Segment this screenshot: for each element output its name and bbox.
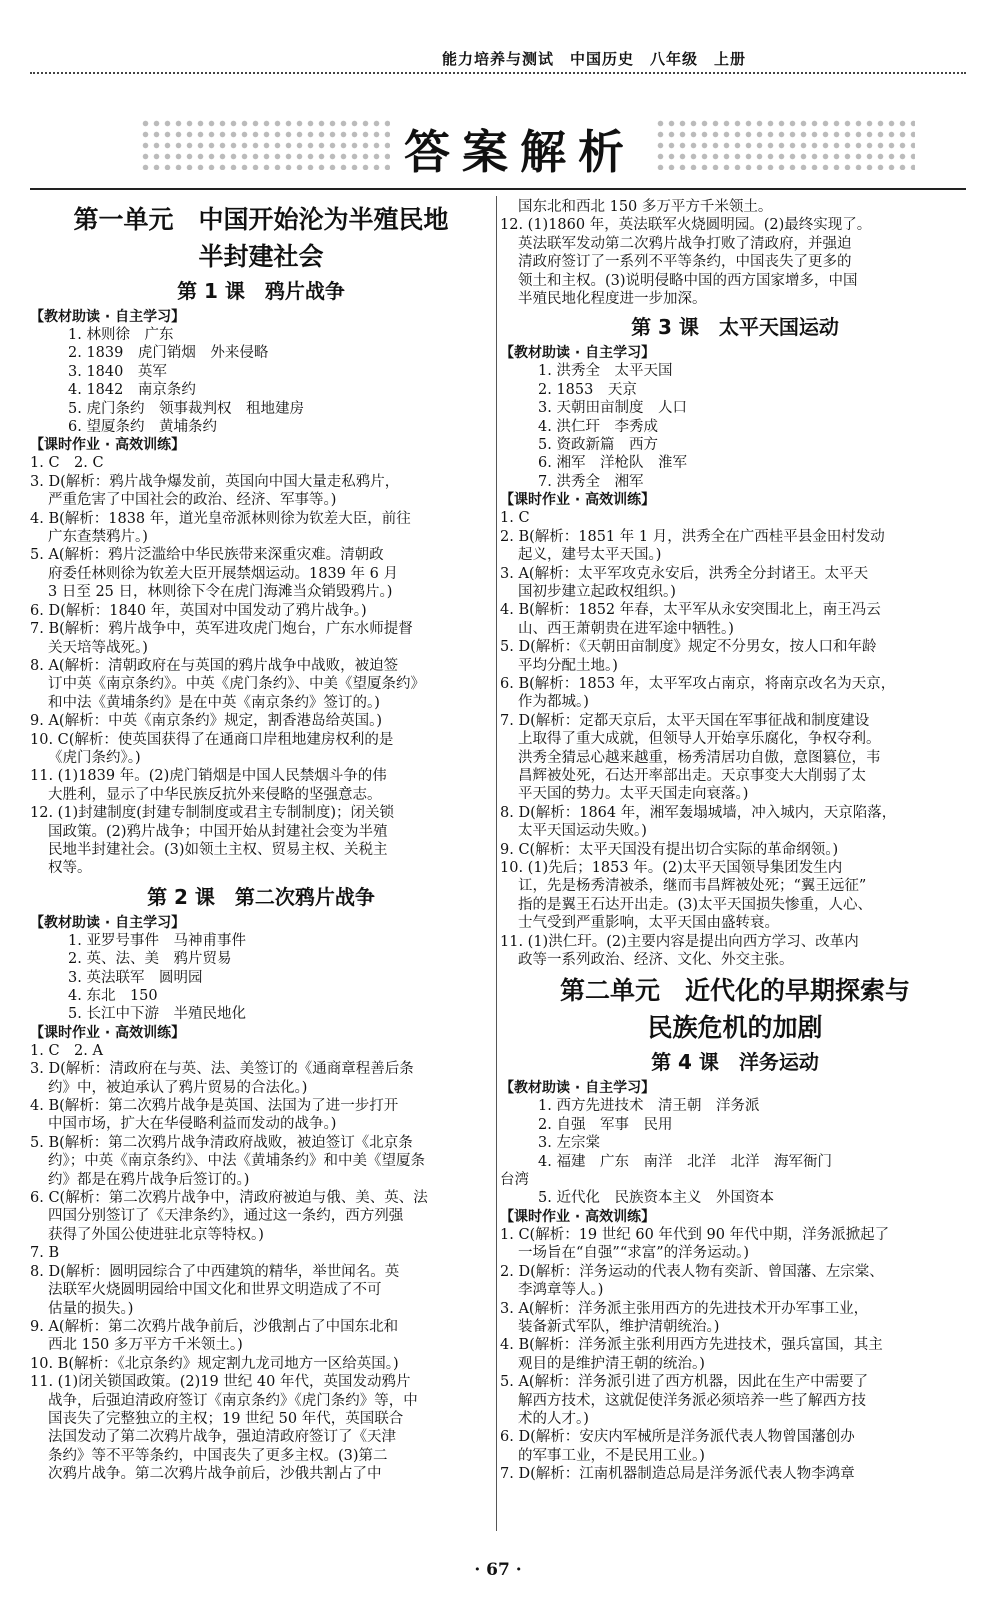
answer-line: 1. C (500, 510, 530, 527)
study-item: 3. 英法联军 圆明园 (68, 969, 203, 986)
answer-line: 2. B(解析：1851 年 1 月，洪秀全在广西桂平县金田村发动 (500, 528, 885, 545)
answer-continuation: 山、西王萧朝贵在进军途中牺牲。) (518, 620, 734, 637)
answer-continuation: 民地半封建社会。(3)如领土主权、贸易主权、关税主 (48, 841, 388, 858)
answer-line: 3. A(解析：太平军攻克永安后，洪秀全分封诸王。太平天 (500, 565, 869, 582)
answer-line: 7. B (30, 1245, 60, 1262)
answer-line: 7. B(解析：鸦片战争中，英军进攻虎门炮台，广东水师提督 (30, 621, 413, 638)
answer-continuation: 解西方技术，这就促使洋务派必须培养一些了解西方技 (518, 1392, 866, 1409)
answer-line: 2. D(解析：洋务运动的代表人物有奕訢、曾国藩、左宗棠、 (500, 1263, 884, 1280)
study-item: 5. 资政新篇 西方 (538, 437, 658, 454)
answer-continuation: 战争，后强迫清政府签订《南京条约》《虎门条约》等，中 (48, 1392, 418, 1409)
page-number: · 67 · (474, 1560, 522, 1580)
section-heading: 【课时作业 · 高效训练】 (500, 492, 656, 509)
running-header: 能力培养与测试 中国历史 八年级 上册 (30, 48, 966, 74)
answer-line: 3. D(解析：清政府在与英、法、美签订的《通商章程善后条 (30, 1061, 414, 1078)
answer-line: 10. (1)先后；1853 年。(2)太平天国领导集团发生内 (500, 860, 843, 876)
column-divider (496, 196, 497, 1531)
answer-line: 3. A(解析：洋务派主张用西方的先进技术开办军事工业， (500, 1300, 869, 1317)
answer-line: 4. B(解析：1852 年春，太平军从永安突围北上，南王冯云 (500, 602, 881, 619)
right-column (500, 198, 970, 1484)
answer-continuation: 一场旨在“自强”“求富”的洋务运动。) (518, 1245, 750, 1262)
study-item: 5. 近代化 民族资本主义 外国资本 (538, 1190, 774, 1207)
study-item: 1. 亚罗号事件 马神甫事件 (68, 932, 246, 949)
study-item: 5. 长江中下游 半殖民地化 (68, 1006, 246, 1023)
answer-line: 9. C(解析：太平天国没有提出切合实际的革命纲领。) (500, 841, 839, 858)
answer-line: 8. D(解析：圆明园综合了中西建筑的精华，举世闻名。英 (30, 1263, 400, 1280)
answer-line: 11. (1)1839 年。(2)虎门销烟是中国人民禁烟斗争的伟 (30, 768, 387, 785)
section-heading: 【课时作业 · 高效训练】 (500, 1208, 656, 1225)
study-item: 2. 1839 虎门销烟 外来侵略 (68, 345, 269, 362)
answer-continuation: 观目的是维护清王朝的统治。) (518, 1355, 705, 1372)
answer-continuation: 国东北和西北 150 多万平方千米领土。 (518, 199, 773, 215)
study-item: 4. 福建 广东 南洋 北洋 北洋 海军衙门 (538, 1153, 832, 1170)
answer-line: 3. D(解析：鸦片战争爆发前，英国向中国大量走私鸦片， (30, 473, 400, 490)
answer-line: 5. D(解析：《天朝田亩制度》规定不分男女，按人口和年龄 (500, 639, 877, 656)
answer-line: 台湾 (500, 1172, 529, 1189)
answer-continuation: 平均分配土地。) (518, 657, 618, 674)
study-item: 3. 1840 英军 (68, 363, 167, 380)
answer-line: 10. C(解析：使英国获得了在通商口岸租地建房权利的是 (30, 731, 394, 748)
answer-line: 1. C(解析：19 世纪 60 年代到 90 年代中期，洋务派掀起了 (500, 1226, 890, 1243)
answer-continuation: 法国发动了第二次鸦片战争，强迫清政府签订了《天津 (48, 1429, 396, 1446)
answer-line: 7. D(解析：定都天京后，太平天国在军事征战和制度建设 (500, 712, 870, 729)
answer-continuation: 李鸿章等人。) (518, 1282, 604, 1299)
answer-continuation: 半殖民地化程度进一步加深。 (518, 291, 707, 308)
answer-continuation: 《虎门条约》。) (48, 749, 141, 766)
answer-continuation: 广东查禁鸦片。) (48, 529, 148, 546)
section-heading: 【课时作业 · 高效训练】 (30, 437, 186, 454)
section-heading: 【教材助读 · 自主学习】 (500, 1080, 656, 1097)
answer-continuation: 起义，建号太平天国。) (518, 547, 662, 564)
answer-continuation: 的军事工业，不是民用工业。) (518, 1447, 705, 1464)
study-item: 4. 洪仁玕 李秀成 (538, 418, 658, 435)
answer-continuation: 西北 150 多万平方千米领土。) (48, 1337, 243, 1354)
answer-continuation: 权等。 (48, 860, 92, 877)
answer-continuation: 约》中，被迫承认了鸦片贸易的合法化。) (48, 1079, 308, 1096)
answer-continuation: 上取得了重大成就，但领导人开始享乐腐化，争权夺利。 (518, 731, 881, 748)
answer-line: 4. B(解析：第二次鸦片战争是英国、法国为了进一步打开 (30, 1098, 399, 1115)
left-column (30, 198, 492, 1484)
answer-line: 4. B(解析：洋务派主张利用西方先进技术，强兵富国，其主 (500, 1337, 883, 1354)
study-item: 1. 洪秀全 太平天国 (538, 363, 673, 380)
answer-continuation: 订中英《南京条约》。中英《虎门条约》、中美《望厦条约》 (48, 676, 425, 693)
unit-title: 民族危机的加剧 (647, 1013, 823, 1043)
decorative-dots-left (140, 118, 400, 170)
study-item: 1. 林则徐 广东 (68, 327, 174, 343)
answer-continuation: 术的人才。) (518, 1410, 589, 1427)
page-title: 答案解析 (390, 116, 650, 182)
answer-continuation: 指的是翼王石达开出走。(3)太平天国损失惨重，人心、 (518, 896, 873, 913)
title-band (30, 108, 966, 190)
study-item: 7. 洪秀全 湘军 (538, 473, 644, 490)
lesson-title: 第 3 课 太平天国运动 (631, 315, 839, 340)
answer-continuation: 中国市场，扩大在华侵略利益而发动的战争。) (48, 1116, 337, 1133)
answer-continuation: 法联军火烧圆明园给中国文化和世界文明造成了不可 (48, 1282, 382, 1299)
answer-line: 8. A(解析：清朝政府在与英国的鸦片战争中战败，被迫签 (30, 657, 399, 674)
unit-title: 半封建社会 (198, 242, 324, 271)
answer-continuation: 清政府签订了一系列不平等条约，中国丧失了更多的 (518, 254, 852, 271)
answer-line: 11. (1)闭关锁国政策。(2)19 世纪 40 年代，英国发动鸦片 (30, 1374, 411, 1391)
answer-continuation: 政等一系列政治、经济、文化、外交主张。 (518, 952, 794, 969)
study-item: 2. 1853 天京 (538, 381, 637, 398)
study-item: 1. 西方先进技术 清王朝 洋务派 (538, 1098, 760, 1115)
answer-line: 7. D(解析：江南机器制造总局是洋务派代表人物李鸿章 (500, 1466, 855, 1483)
answer-line: 6. B(解析：1853 年，太平军攻占南京，将南京改名为天京， (500, 675, 896, 692)
answer-line: 5. B(解析：第二次鸦片战争清政府战败，被迫签订《北京条 (30, 1134, 413, 1151)
study-item: 3. 天朝田亩制度 人口 (538, 400, 687, 417)
answer-line: 12. (1)1860 年，英法联军火烧圆明园。(2)最终实现了。 (500, 217, 872, 234)
study-item: 4. 1842 南京条约 (68, 382, 196, 399)
answer-continuation: 获得了外国公使进驻北京等特权。) (48, 1226, 264, 1243)
lesson-title: 第 1 课 鸦片战争 (177, 279, 345, 303)
study-item: 3. 左宗棠 (538, 1135, 600, 1152)
study-item: 5. 虎门条约 领事裁判权 租地建房 (68, 400, 304, 417)
answer-continuation: 府委任林则徐为钦差大臣开展禁烟运动。1839 年 6 月 (48, 565, 398, 582)
answer-line: 5. A(解析：鸦片泛滥给中华民族带来深重灾难。清朝政 (30, 547, 384, 564)
answer-continuation: 洪秀全猜忌心越来越重，杨秀清居功自傲，意图篡位，韦 (518, 749, 881, 766)
section-heading: 【课时作业 · 高效训练】 (30, 1024, 186, 1041)
answer-continuation: 国初步建立起政权组织。) (518, 583, 676, 600)
answer-continuation: 严重危害了中国社会的政治、经济、军事等。) (48, 492, 337, 509)
answer-line: 9. A(解析：第二次鸦片战争前后，沙俄割占了中国东北和 (30, 1318, 399, 1335)
answer-continuation: 平天国的势力。太平天国走向衰落。) (518, 786, 749, 803)
answer-continuation: 关天培等战死。) (48, 639, 148, 656)
answer-continuation: 士气受到严重影响，太平天国由盛转衰。 (518, 915, 779, 932)
answer-line: 6. C(解析：第二次鸦片战争中，清政府被迫与俄、美、英、法 (30, 1190, 428, 1207)
answer-continuation: 四国分别签订了《天津条约》，通过这一条约，西方列强 (48, 1208, 404, 1225)
answer-continuation: 国丧失了完整独立的主权；19 世纪 50 年代，英国联合 (48, 1410, 404, 1427)
answer-line: 9. A(解析：中英《南京条约》规定，割香港岛给英国。) (30, 713, 382, 730)
study-item: 2. 英、法、美 鸦片贸易 (68, 951, 232, 968)
study-item: 6. 湘军 洋枪队 淮军 (538, 455, 687, 472)
section-heading: 【教材助读 · 自主学习】 (30, 309, 186, 325)
answer-line: 1. C 2. C (30, 455, 104, 472)
section-heading: 【教材助读 · 自主学习】 (30, 914, 186, 931)
answer-line: 6. D(解析：安庆内军械所是洋务派代表人物曾国藩创办 (500, 1429, 855, 1446)
answer-continuation: 3 日至 25 日，林则徐下令在虎门海滩当众销毁鸦片。) (48, 584, 393, 601)
answer-continuation: 条约》等不平等条约，中国丧失了更多主权。(3)第二 (48, 1447, 388, 1464)
answer-continuation: 大胜利，显示了中华民族反抗外来侵略的坚强意志。 (48, 786, 382, 803)
answer-line: 11. (1)洪仁玕。(2)主要内容是提出向西方学习、改革内 (500, 933, 859, 950)
answer-continuation: 英法联军发动第二次鸦片战争打败了清政府，并强迫 (518, 235, 852, 252)
answer-line: 4. B(解析：1838 年，道光皇帝派林则徐为钦差大臣，前往 (30, 510, 411, 527)
decorative-dots-right (655, 118, 915, 170)
lesson-title: 第 2 课 第二次鸦片战争 (147, 884, 375, 909)
section-heading: 【教材助读 · 自主学习】 (500, 345, 656, 362)
answer-continuation: 国政策。(2)鸦片战争；中国开始从封建社会变为半殖 (48, 823, 388, 840)
answer-line: 12. (1)封建制度(封建专制制度或君主专制制度)；闭关锁 (30, 805, 395, 822)
answer-line: 10. B(解析：《北京条约》规定割九龙司地方一区给英国。) (30, 1355, 399, 1372)
answer-continuation: 作为都城。) (518, 694, 589, 711)
answer-continuation: 讧，先是杨秀清被杀，继而韦昌辉被处死；“翼王远征” (518, 878, 867, 895)
answer-continuation: 估量的损失。) (48, 1300, 134, 1317)
answer-continuation: 装备新式军队，维护清朝统治。) (518, 1318, 720, 1335)
study-item: 2. 自强 军事 民用 (538, 1116, 673, 1133)
answer-continuation: 太平天国运动失败。) (518, 823, 647, 840)
study-item: 4. 东北 150 (68, 988, 158, 1004)
unit-title: 第二单元 近代化的早期探索与 (559, 976, 910, 1006)
answer-line: 6. D(解析：1840 年，英国对中国发动了鸦片战争。) (30, 602, 367, 619)
answer-line: 5. A(解析：洋务派引进了西方机器，因此在生产中需要了 (500, 1374, 869, 1391)
answer-continuation: 昌辉被处死，石达开率部出走。天京事变大大削弱了太 (518, 767, 866, 784)
unit-title: 第一单元 中国开始沦为半殖民地 (73, 205, 449, 234)
study-item: 6. 望厦条约 黄埔条约 (68, 419, 217, 436)
answer-continuation: 约》都是在鸦片战争后签订的。) (48, 1171, 250, 1188)
answer-continuation: 和中法《黄埔条约》是在中英《南京条约》签订的。) (48, 694, 380, 711)
answer-continuation: 领土和主权。(3)说明侵略中国的西方国家增多，中国 (518, 272, 858, 289)
lesson-title: 第 4 课 洋务运动 (651, 1050, 819, 1075)
answer-continuation: 约》；中英《南京条约》、中法《黄埔条约》和中美《望厦条 (48, 1153, 425, 1170)
answer-line: 1. C 2. A (30, 1042, 103, 1059)
answer-line: 8. D(解析：1864 年，湘军轰塌城墙，冲入城内，天京陷落， (500, 804, 897, 821)
answer-continuation: 次鸦片战争。第二次鸦片战争前后，沙俄共割占了中 (48, 1466, 382, 1483)
